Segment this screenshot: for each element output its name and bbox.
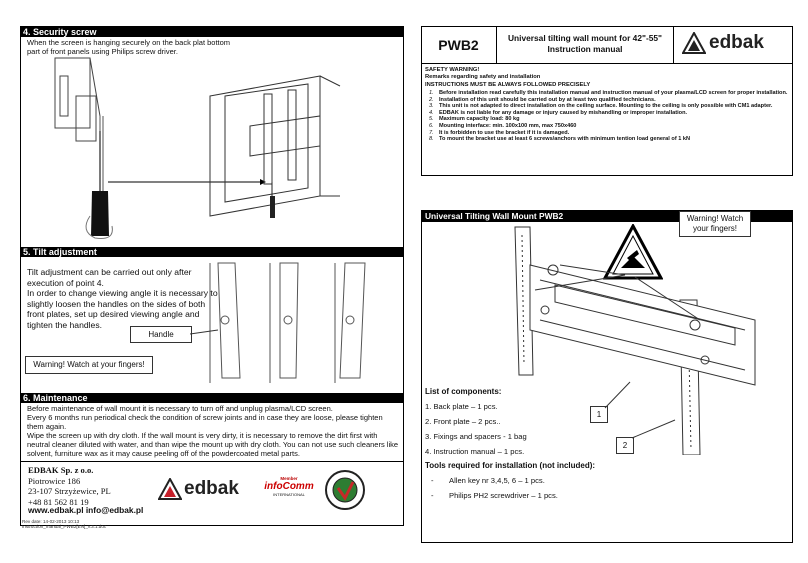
infocomm-sub: INTERNATIONAL [273,492,305,497]
safety-item-text: Before installation read carefully this installation manual and instruction manual of your plasma/LCD screen for proper installation. [439,90,788,96]
safety-item-text: To mount the bracket use at least 6 screws/anchors with minimum tention load general of 1 kN [439,136,691,143]
safety-item-number: 7. [429,129,434,136]
safety-item-number: 4. [429,109,434,116]
product-code: PWB2 [421,26,497,64]
tilt-illustration [200,258,400,393]
security-text: When the screen is hanging securely on the back plat bottom part of front panels using Philips screw driver. [27,38,231,56]
company-address [28,465,111,507]
web-email[interactable]: www.edbak.pl info@edbak.pl [28,505,144,515]
component-item: 3. Fixings and spacers - 1 bag [425,432,527,441]
handle-pointer [190,326,220,340]
edbak-logo-right [680,32,790,56]
infocomm-member: Member [280,476,298,481]
tilt-text: Tilt adjustment can be carried out only after execution of point 4. In order to change viewing angle it is necessary to slightly loosen the handles on the sides of both front plates, set up desired viewing angle and tighten the handles. [27,267,218,330]
security-illustration [20,56,404,246]
tool-item [425,488,605,503]
header-title-line2: Instruction manual [547,43,623,54]
tool-text: Philips PH2 screwdriver – 1 pcs. [449,491,558,500]
maintenance-heading: 6. Maintenance [20,393,404,403]
infocomm-logo [260,476,318,500]
phone: +48 81 562 81 19 [28,496,89,507]
doc-name: Instruction_manual_PWB2[EN]_v.3.1.doc [22,524,107,530]
safety-item-text: This unit is not adapted to direct installation on the ceiling surface. Mounting to the ceiling is only possible with CM1 adapter. [439,103,773,110]
vesa-seal-icon [325,470,365,510]
tilt-warning: Warning! Watch at your fingers! [25,356,153,374]
safety-subtitle: Remarks regarding safety and installation [425,74,541,80]
components-title: List of components: [425,387,502,396]
footer-divider [20,461,404,462]
product-bar: Universal Tilting Wall Mount PWB2 [421,210,793,222]
safety-item [425,90,789,97]
callout-leaders [600,380,680,440]
safety-item [425,110,789,117]
rev-date: Rev date: 14-02-2013 10:13 [22,519,80,524]
header-divider [673,26,674,64]
safety-item-number: 2. [429,96,434,103]
safety-item-text: It is forbidden to use the bracket if it is damaged. [439,129,570,136]
safety-item [425,116,789,123]
edbak-logo-text: edbak [184,478,239,499]
safety-item-text: Maximum capacity load: 80 kg [439,116,520,123]
tool-text: Allen key nr 3,4,5, 6 – 1 pcs. [449,476,545,485]
safety-item-number: 8. [429,136,434,143]
address-line2: 23-107 Strzyżewice, PL [28,486,111,496]
tilt-heading: 5. Tilt adjustment [20,247,404,257]
safety-item-text: Mounting interface: min. 100x100 mm, max 750x460 [439,122,577,129]
components-list [425,399,605,459]
safety-item-text: Installation of this unit should be carried out by at least two qualified technicians. [439,96,656,103]
edbak-logo-text: edbak [709,32,764,53]
component-item: 4. Instruction manual – 1 pcs. [425,447,525,456]
tools-list [425,473,605,503]
callout-1: 1 [590,406,608,423]
tool-bullet: - [431,491,434,500]
finger-warning-box: Warning! Watch your fingers! [679,211,751,237]
components-section [425,385,605,503]
safety-section [425,67,789,143]
component-item: 1. Back plate – 1 pcs. [425,402,498,411]
safety-title: SAFETY WARNING! [425,67,480,73]
safety-item-text: EDBAK is not liable for any damage or injury caused by mishandling or improper installation. [439,109,688,116]
safety-item [425,97,789,104]
header-title [497,33,673,54]
safety-item-number: 5. [429,116,434,123]
safety-item [425,136,789,143]
handle-label: Handle [130,326,192,343]
rev-info [22,519,106,529]
safety-item-number: 6. [429,122,434,129]
safety-list [425,90,789,143]
maintenance-text: Before maintenance of wall mount it is necessary to turn off and unplug plasma/LCD screen. Every 6 months run periodical check the condition of screw joints and in case they are loose, please tighten them again. Wipe the screen up with dry cloth. If the wall mount is very dirty, it is necessary to remove the dirt first with neutral cleaner diluted with water, and than wipe the mount up with dry cloth. You can not use such cleaners like solvent, furniture wax as it may cause peeling off of the powdercoated metal parts. [27,404,399,458]
tool-bullet: - [431,476,434,485]
safety-instructions-title: INSTRUCTIONS MUST BE ALWAYS FOLLOWED PRECISELY [425,82,591,88]
safety-item [425,130,789,137]
header-title-line1: Universal tilting wall mount for 42"-55" [507,33,663,43]
tools-title: Tools required for installation (not included): [425,461,596,470]
address-line1: Piotrowice 186 [28,475,81,486]
callout-2: 2 [616,437,634,454]
security-heading: 4. Security screw [20,27,404,37]
infocomm-text: infoComm [264,481,314,492]
safety-item [425,103,789,110]
edbak-logo-icon [158,478,182,500]
company-name: EDBAK Sp. z o.o. [28,465,94,475]
component-item: 2. Front plate – 2 pcs.. [425,417,501,426]
tool-item [425,473,605,488]
safety-item-number: 3. [429,103,434,110]
edbak-logo-icon [682,32,706,54]
edbak-logo-left [158,478,244,502]
safety-item [425,123,789,130]
safety-item-number: 1. [429,90,434,96]
